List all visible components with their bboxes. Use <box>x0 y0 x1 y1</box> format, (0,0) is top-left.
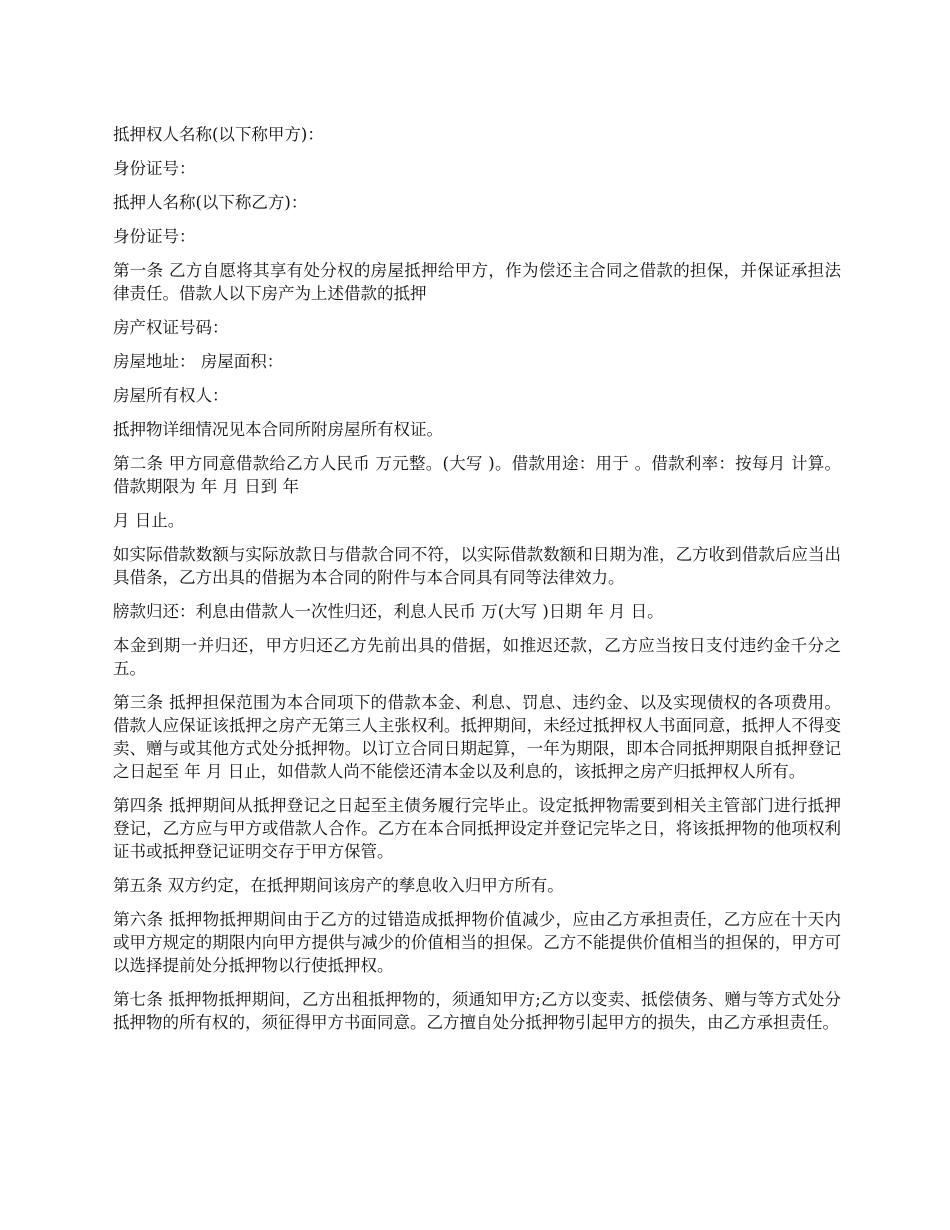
article-7: 第七条 抵押物抵押期间，乙方出租抵押物的，须通知甲方;乙方以变卖、抵偿债务、赠与等方式处分抵押物的所有权的，须征得甲方书面同意。乙方擅自处分抵押物引起甲方的损失，由乙方承担责任。 <box>113 990 841 1032</box>
article-4: 第四条 抵押期间从抵押登记之日起至主债务履行完毕止。设定抵押物需要到相关主管部门进行抵押登记，乙方应与甲方或借款人合作。乙方在本合同抵押设定并登记完毕之日，将该抵押物的他项权利证书或抵押登记证明交存于甲方保管。 <box>113 796 841 861</box>
article-2: 第二条 甲方同意借款给乙方人民币 万元整。(大写 )。借款用途：用于 。借款利率：按每月 计算。借款期限为 年 月 日到 年 <box>113 454 841 496</box>
principal-repayment-clause: 本金到期一并归还，甲方归还乙方先前出具的借据，如推迟还款，乙方应当按日支付违约金千分之五。 <box>113 636 841 678</box>
loan-amount-clause: 如实际借款数额与实际放款日与借款合同不符，以实际借款数额和日期为准，乙方收到借款后应当出具借条，乙方出具的借据为本合同的附件与本合同具有同等法律效力。 <box>113 545 841 587</box>
property-certificate-field: 房产权证号码： <box>113 318 229 337</box>
mortgagee-id-number-field: 身份证号： <box>113 159 196 178</box>
property-owner-field: 房屋所有权人： <box>113 386 229 405</box>
repayment-clause: 牓款归还：利息由借款人一次性归还，利息人民币 万(大写 )日期 年 月 日。 <box>113 602 664 621</box>
article-3: 第三条 抵押担保范围为本合同项下的借款本金、利息、罚息、违约金、以及实现债权的各项费用。借款人应保证该抵押之房产无第三人主张权利。抵押期间，未经过抵押权人书面同意，抵押人不得变卖、赠与或其他方式处分抵押物。以订立合同日期起算，一年为期限，即本合同抵押期限自抵押登记之日起至 年 月 日止，如借款人尚不能偿还清本金以及利息的，该抵押之房产归抵押权人所有。 <box>113 693 841 781</box>
article-2-continuation: 月 日止。 <box>113 511 185 530</box>
mortgagor-name-field: 抵押人名称(以下称乙方)： <box>113 193 308 212</box>
article-6: 第六条 抵押物抵押期间由于乙方的过错造成抵押物价值减少，应由乙方承担责任，乙方应在十天内或甲方规定的期限内向甲方提供与减少的价值相当的担保。乙方不能提供价值相当的担保的，甲方可以选择提前处分抵押物以行使抵押权。 <box>113 910 841 975</box>
mortgagor-id-number-field: 身份证号： <box>113 227 196 246</box>
article-1: 第一条 乙方自愿将其享有处分权的房屋抵押给甲方，作为偿还主合同之借款的担保，并保证承担法律责任。借款人以下房产为上述借款的抵押 <box>113 261 841 303</box>
article-5: 第五条 双方约定，在抵押期间该房产的孳息收入归甲方所有。 <box>113 876 564 895</box>
document-body <box>113 123 841 1045</box>
mortgage-details-note: 抵押物详细情况见本合同所附房屋所有权证。 <box>113 420 443 439</box>
mortgagee-name-field: 抵押权人名称(以下称甲方)： <box>113 125 324 144</box>
property-address-area-field: 房屋地址： 房屋面积： <box>113 352 284 371</box>
